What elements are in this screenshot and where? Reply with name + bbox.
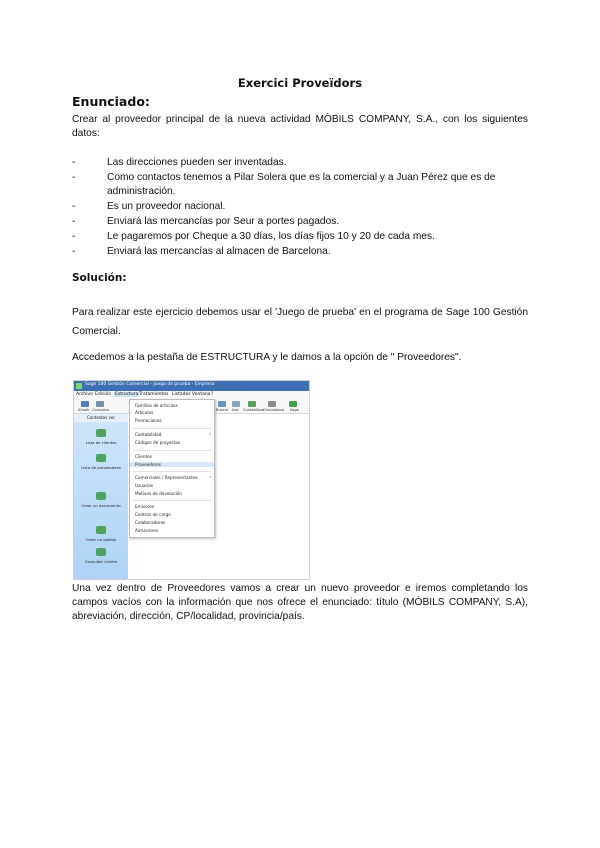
menu-separator — [133, 500, 211, 501]
bullet-item — [72, 215, 528, 229]
app-icon — [76, 383, 82, 389]
menu-estructura[interactable]: Estructura — [115, 392, 139, 397]
menu-ventana[interactable]: Ventana — [192, 392, 211, 397]
bullet-marker: - — [72, 216, 76, 227]
dropdown-item[interactable]: Códigos de proyectos — [135, 440, 181, 445]
menu-separator — [133, 450, 211, 451]
bullet-text: Enviará las mercancías por Seur a portes pagados. — [107, 216, 340, 227]
dropdown-item[interactable]: Clientes — [135, 454, 152, 459]
search-icon[interactable] — [218, 401, 226, 407]
solucion-paragraph-1: Para realizar este ejercicio debemos usar el 'Juego de prueba' en el programa de Sage 100 Gestión Comercial. — [72, 307, 528, 337]
menu-separator — [133, 428, 211, 429]
menu-listados[interactable]: Listados — [172, 392, 191, 397]
bullet-text: Las direcciones pueden ser inventadas. — [107, 157, 287, 168]
toolbar-view-label: Consultar — [92, 408, 110, 412]
sage-screenshot — [73, 380, 310, 580]
dropdown-item[interactable]: Centros de cargo — [135, 512, 171, 517]
bullet-text: Como contactos tenemos a Pilar Solera que es la comercial y a Juan Pérez que es de administración. — [107, 172, 496, 197]
enunciado-intro: Crear al proveedor principal de la nueva actividad MÒBILS COMPANY, S.A., con los siguientes datos: — [72, 114, 528, 139]
bullet-marker: - — [72, 231, 76, 242]
menu-bar — [74, 391, 309, 399]
left-panel-item[interactable]: Lista de proveedores — [81, 465, 121, 470]
solucion-paragraph-3: Una vez dentro de Proveedores vamos a crear un nuevo proveedor e iremos completando los campos vacíos con la información que nos ofrece el enunciado: título (MÓBILS COMPANY, S.A), abreviación, dirección, CP/localidad, provincia/país. — [72, 583, 528, 622]
dropdown-item[interactable]: Colaboradores — [135, 520, 166, 525]
bullet-item — [72, 200, 528, 214]
solucion-paragraph-2: Accedemos a la pestaña de ESTRUCTURA y le damos a la opción de " Proveedores". — [72, 352, 462, 363]
bullet-item — [72, 245, 528, 259]
bullet-marker: - — [72, 246, 76, 257]
sage-icon[interactable] — [289, 401, 297, 407]
toolbar-sage-label: Sage — [290, 408, 299, 412]
go-icon[interactable] — [232, 401, 240, 407]
dropdown-item[interactable]: Artículos — [135, 410, 154, 415]
bullet-marker: - — [72, 157, 76, 168]
consult-client-icon[interactable] — [96, 548, 106, 556]
toolbar-accounting-label: Contabilizar — [243, 408, 265, 412]
menu-edicion[interactable]: Edición — [95, 392, 112, 397]
submenu-arrow-icon: › — [209, 475, 211, 480]
dropdown-item[interactable]: Familias de artículos — [135, 403, 178, 408]
window-titlebar — [74, 381, 309, 391]
bullet-text: Le pagaremos por Cheque a 30 días, los días fijos 10 y 20 de cada mes. — [107, 231, 435, 242]
dropdown-item-proveedores[interactable]: Proveedores — [130, 462, 214, 467]
menu-archivo[interactable]: Archivo — [76, 392, 93, 397]
dropdown-item[interactable]: Motivos de devolución — [135, 491, 182, 496]
accounting-icon[interactable] — [248, 401, 256, 407]
menu-tratamientos[interactable]: Tratamientos — [139, 392, 169, 397]
view-icon[interactable] — [96, 401, 104, 407]
toolbar-calculator-label: Calculadora — [263, 408, 285, 412]
left-panel-item[interactable]: Crear un pedido — [85, 537, 117, 542]
menu-separator — [133, 471, 211, 472]
document-icon[interactable] — [96, 492, 106, 500]
left-panel-item[interactable]: Consultar cliente — [84, 559, 118, 564]
order-icon[interactable] — [96, 526, 106, 534]
dropdown-item[interactable]: Usuarios — [135, 483, 154, 488]
left-panel-item[interactable]: Lista de clientes — [85, 440, 117, 445]
submenu-arrow-icon: › — [209, 432, 211, 437]
bullet-item — [72, 171, 528, 199]
document-title: Exercici Proveïdors — [237, 76, 363, 90]
bullet-marker: - — [72, 172, 76, 183]
dropdown-item[interactable]: Contabilidad — [135, 432, 162, 437]
calculator-icon[interactable] — [268, 401, 276, 407]
left-panel-item[interactable]: Crear un documento — [81, 503, 121, 508]
bullet-item — [72, 156, 528, 170]
dropdown-item[interactable]: Almacenes — [135, 528, 158, 533]
estructura-dropdown-menu — [129, 399, 215, 538]
left-panel — [74, 414, 128, 579]
suppliers-icon[interactable] — [96, 454, 106, 462]
window-title: Sage 100 Gestión Comercial - Juego de prueba - Empresa — [85, 382, 215, 387]
bullet-text: Enviará las mercancías al almacen de Barcelona. — [107, 246, 331, 257]
dropdown-item[interactable]: Promociones — [135, 418, 162, 423]
bullet-item — [72, 230, 528, 244]
left-panel-header: Contextos ver — [74, 414, 128, 422]
add-icon[interactable] — [81, 401, 89, 407]
bullet-text: Es un proveedor nacional. — [107, 201, 226, 212]
dropdown-item[interactable]: Emisores — [135, 504, 155, 509]
toolbar-go-label: Ires — [232, 408, 239, 412]
toolbar-add-label: Añadir — [78, 408, 90, 412]
enunciado-heading: Enunciado: — [72, 94, 150, 109]
clients-icon[interactable] — [96, 429, 106, 437]
bullet-marker: - — [72, 201, 76, 212]
menu-help[interactable]: ? — [211, 392, 214, 397]
solucion-heading: Solución: — [72, 272, 127, 284]
dropdown-item[interactable]: Comerciales / Representantes — [135, 475, 198, 480]
toolbar-search-label: Buscar — [216, 408, 229, 412]
